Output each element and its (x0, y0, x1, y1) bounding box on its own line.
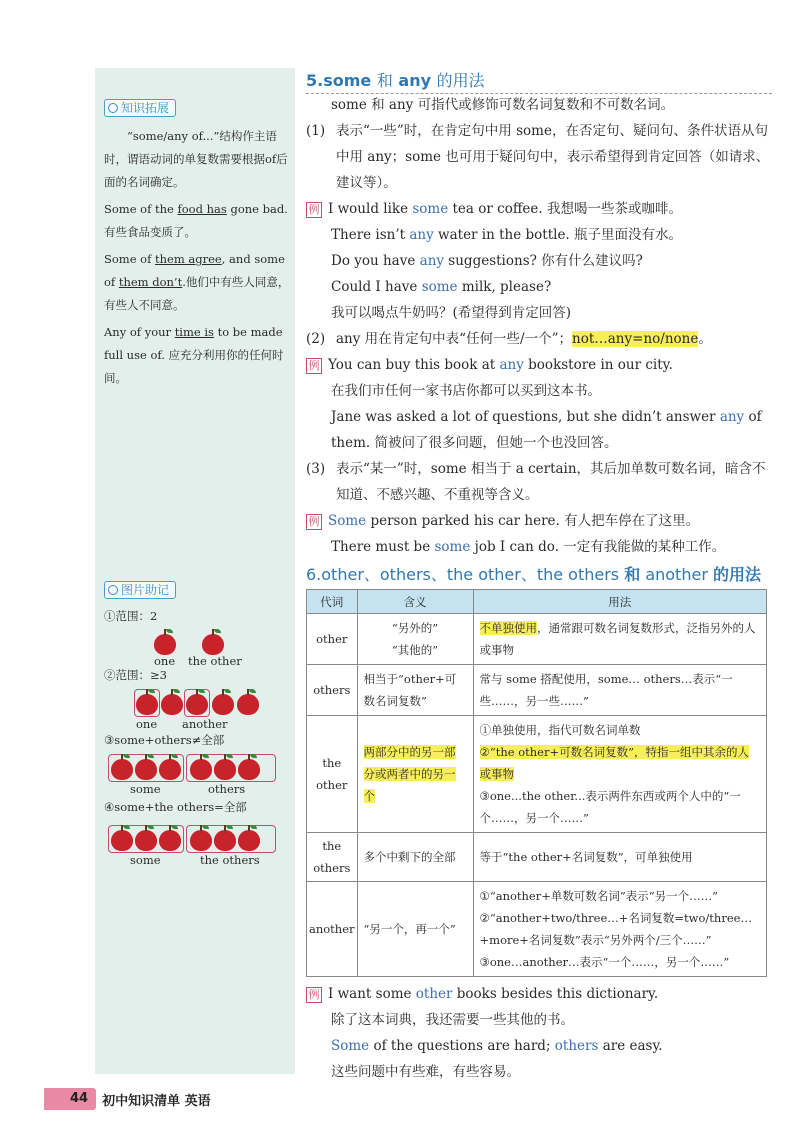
apple-icon (161, 694, 183, 715)
apple-icon (159, 759, 181, 780)
figure-3-label-others: others (208, 782, 246, 796)
example-line: 在我们市任何一家书店你都可以买到这本书。 (331, 383, 601, 399)
main-content (306, 68, 772, 1085)
figure-4-caption: ④some+the others=全部 (104, 800, 247, 814)
section-5-title: 5.some 和 any 的用法 (306, 71, 485, 90)
point-3: (3) 表示“某一”时，some 相当于 a certain，其后加单数可数名词，暗含不知道、不感兴趣、不重视等含义。 (306, 461, 766, 503)
table-cell-usage: 不单独使用，通常跟可数名词复数形式，泛指另外的人或事物 (473, 614, 766, 665)
table-cell-word: other (307, 614, 358, 665)
apple-icon (135, 830, 157, 851)
example-line: 我可以喝点牛奶吗？(希望得到肯定回答) (331, 305, 572, 321)
examples-1 (306, 196, 772, 326)
example-line: Jane was asked a lot of questions, but she didn’t answer any of them. 简被问了很多问题，但她一个也没回答。 (331, 409, 762, 451)
figure-1-label-other: the other (188, 654, 242, 668)
table-cell-meaning: “另一个，再一个” (357, 882, 473, 977)
table-row (307, 614, 767, 665)
sidebar-content (104, 98, 290, 865)
apple-icon (186, 694, 208, 715)
example-line: Do you have any suggestions? 你有什么建议吗? (331, 253, 643, 269)
table-cell-word: the others (307, 833, 358, 882)
table-header: 代词 (307, 590, 358, 614)
examples-3 (306, 508, 772, 560)
apple-icon (159, 830, 181, 851)
knowledge-intro: “some/any of...”结构作主语时，谓语动词的单复数需要根据of后面的名词确定。 (104, 129, 288, 189)
point-2: (2) any 用在肯定句中表“任何一些/一个”；not…any=no/none。 (306, 331, 712, 347)
table-header-row (307, 590, 767, 614)
example-line: There must be some job I can do. 一定有我能做的某种工作。 (331, 539, 726, 555)
table-cell-meaning: 两部分中的另一部分或两者中的另一个 (357, 716, 473, 833)
apple-icon (190, 830, 212, 851)
apple-icon (214, 830, 236, 851)
table-cell-usage: 等于“the other+名词复数”，可单独使用 (473, 833, 766, 882)
example-line: 这些问题中有些难，有些容易。 (331, 1064, 520, 1080)
lightbulb-icon (108, 103, 118, 113)
figure-3 (104, 752, 290, 796)
apple-icon (238, 759, 260, 780)
figure-1-caption: ①范围：2 (104, 609, 158, 623)
table-cell-meaning: “另外的” “其他的” (357, 614, 473, 665)
apple-icon (136, 694, 158, 715)
example-line: 除了这本词典，我还需要一些其他的书。 (331, 1012, 574, 1028)
page-footer (44, 1086, 211, 1112)
knowledge-example-2: Some of them agree, and some of them don’t.他们中有些人同意，有些人不同意。 (104, 252, 290, 312)
table-cell-usage: ①“another+单数可数名词”表示“另一个……” ②“another+two/three…+名词复数=two/three…+more+名词复数”表示“另外两个/三个……” ③one…another…表示“一个……，另一个……” (473, 882, 766, 977)
section-6-title: 6.other、others、the other、the others 和 another 的用法 (306, 565, 761, 584)
apple-icon (135, 759, 157, 780)
section-5-intro: some 和 any 可指代或修饰可数名词复数和不可数名词。 (331, 97, 675, 113)
examples-6 (306, 981, 772, 1085)
example-mark: 例 (306, 358, 322, 374)
figure-3-label-some: some (130, 782, 161, 796)
example-mark: 例 (306, 987, 322, 1003)
examples-2 (306, 352, 772, 456)
book-title: 初中知识清单 英语 (102, 1093, 211, 1109)
point-1: (1) 表示“一些”时，在肯定句中用 some，在否定句、疑问句、条件状语从句中用 any；some 也可用于疑问句中，表示希望得到肯定回答（如请求、建议等）。 (306, 123, 770, 191)
apple-icon (214, 759, 236, 780)
table-header: 用法 (473, 590, 766, 614)
example-mark: 例 (306, 202, 322, 218)
picture-box-title: 图片助记 (104, 581, 176, 599)
figure-3-caption: ③some+others≠全部 (104, 733, 225, 747)
example-line: 例 I would like some tea or coffee. 我想喝一些茶或咖啡。 (306, 196, 772, 222)
apple-icon (237, 694, 259, 715)
table-row (307, 716, 767, 833)
pronoun-table (306, 589, 767, 977)
table-cell-usage: 常与 some 搭配使用，some… others…表示“一些……，另一些……” (473, 665, 766, 716)
table-row (307, 882, 767, 977)
page-number: 44 (44, 1088, 96, 1110)
table-cell-usage: ①单独使用，指代可数名词单数 ②“the other+可数名词复数”，特指一组中其余的人或事物 ③one...the other...表示两件东西或两个人中的“一个……，另一个……” (473, 716, 766, 833)
example-line: 例 You can buy this book at any bookstore in our city. (306, 352, 772, 378)
table-row (307, 833, 767, 882)
figure-2-label-another: another (182, 717, 228, 731)
figure-4-label-some: some (130, 853, 161, 867)
table-header: 含义 (357, 590, 473, 614)
apple-icon (212, 694, 234, 715)
knowledge-example-1: Some of the food has gone bad. 有些食品变质了。 (104, 202, 288, 239)
apple-icon (190, 759, 212, 780)
table-cell-meaning: 相当于“other+可数名词复数” (357, 665, 473, 716)
apple-icon (238, 830, 260, 851)
table-cell-word: the other (307, 716, 358, 833)
example-mark: 例 (306, 514, 322, 530)
knowledge-example-3: Any of your time is to be made full use of. 应充分利用你的任何时间。 (104, 325, 284, 385)
example-line: Some of the questions are hard; others are easy. (331, 1038, 663, 1054)
figure-4 (104, 819, 290, 865)
table-row (307, 665, 767, 716)
table-cell-word: others (307, 665, 358, 716)
apple-icon (111, 830, 133, 851)
picture-icon (108, 585, 118, 595)
figure-2-label-one: one (136, 717, 158, 731)
knowledge-box-title: 知识拓展 (104, 99, 176, 117)
figure-2-caption: ②范围：≥3 (104, 668, 167, 682)
example-line: 例 Some person parked his car here. 有人把车停在了这里。 (306, 508, 772, 534)
apple-icon (111, 759, 133, 780)
table-cell-word: another (307, 882, 358, 977)
figure-4-label-the-others: the others (200, 853, 260, 867)
example-line: Could I have some milk, please? (331, 279, 552, 295)
figure-2 (104, 687, 290, 729)
figure-1-label-one: one (154, 654, 176, 668)
figure-1 (104, 628, 290, 668)
example-line: There isn’t any water in the bottle. 瓶子里面没有水。 (331, 227, 683, 243)
example-line: 例 I want some other books besides this dictionary. (306, 981, 772, 1007)
table-cell-meaning: 多个中剩下的全部 (357, 833, 473, 882)
